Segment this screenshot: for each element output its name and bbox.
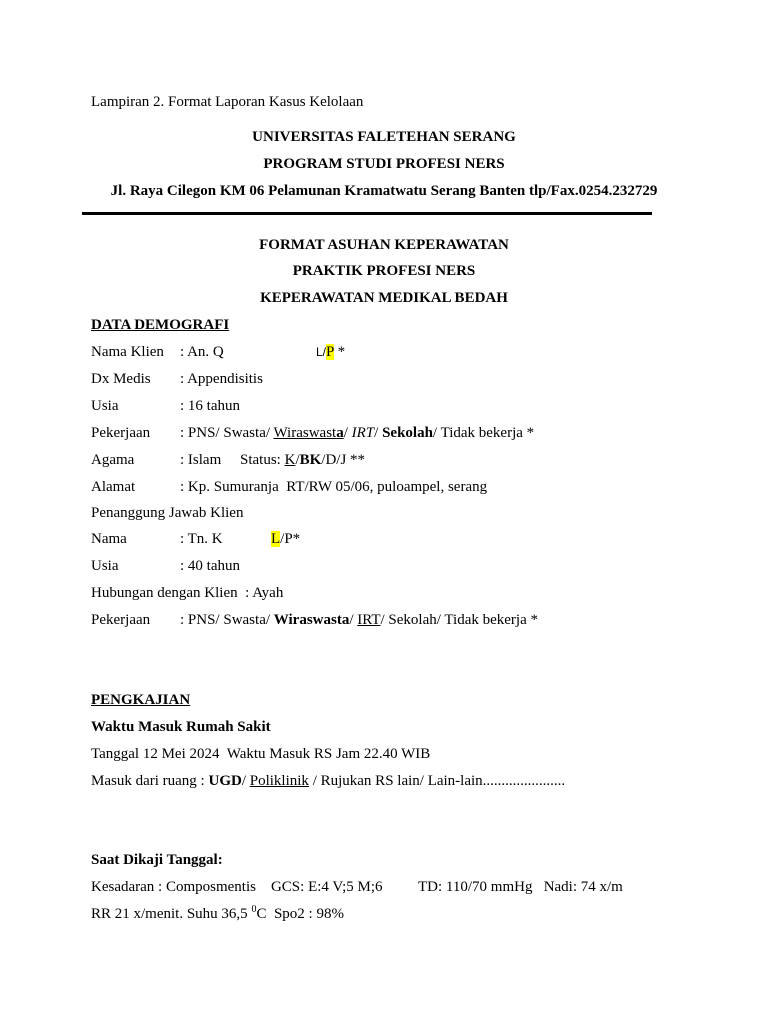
gender-selected-p: P [326,344,334,360]
value-pekerjaan-klien: : PNS/ Swasta/ Wiraswasta/ IRT/ Sekolah/ Tidak bekerja * [180,425,535,441]
row-usia-penanggung: Usia : 40 tahun [91,558,240,574]
gender-selected-l: L [271,531,281,547]
row-pekerjaan-penanggung: Pekerjaan : PNS/ Swasta/ Wiraswasta/ IRT/ Sekolah/ Tidak bekerja * [91,612,539,628]
row-pekerjaan-klien: Pekerjaan : PNS/ Swasta/ Wiraswasta/ IRT/ Sekolah/ Tidak bekerja * [91,425,535,441]
section-data-demografi: DATA DEMOGRAFI [91,317,230,333]
row-agama: Agama : Islam Status: K/BK/D/J ** [91,452,366,468]
tanggal-masuk: Tanggal 12 Mei 2024 Waktu Masuk RS Jam 22.40 WIB [91,746,431,762]
form-title-3: KEPERAWATAN MEDIKAL BEDAH [260,290,508,306]
row-hubungan: Hubungan dengan Klien : Ayah [91,585,284,601]
section-pengkajian: PENGKAJIAN [91,692,191,708]
masuk-dari-ruang: Masuk dari ruang : UGD/ Poliklinik / Rujukan RS lain/ Lain-lain...................... [91,773,566,789]
label-nama-klien: Nama Klien [91,344,164,360]
gender-penanggung: L/P* [271,531,301,547]
university-name: UNIVERSITAS FALETEHAN SERANG [252,129,516,145]
value-nama-klien: : An. Q [180,344,224,360]
row-alamat: Alamat : Kp. Sumuranja RT/RW 05/06, puloampel, serang [91,479,488,495]
form-title-1: FORMAT ASUHAN KEPERAWATAN [259,237,509,253]
section-penanggung-jawab: Penanggung Jawab Klien [91,505,244,521]
program-name: PROGRAM STUDI PROFESI NERS [263,156,505,172]
gender-klien: L/P * [316,344,346,360]
value-agama-status: : Islam Status: K/BK/D/J ** [180,452,366,468]
waktu-masuk-heading: Waktu Masuk Rumah Sakit [91,719,271,735]
row-kesadaran: Kesadaran : Composmentis GCS: E:4 V;5 M;6 TD: 110/70 mmHg Nadi: 74 x/m [91,879,623,895]
row-nama-penanggung: Nama : Tn. K L/P* [91,531,301,547]
row-dx-medis: Dx Medis : Appendisitis [91,371,263,387]
saat-dikaji-heading: Saat Dikaji Tanggal: [91,852,223,868]
row-nama-klien [0,342,768,362]
appendix-title: Lampiran 2. Format Laporan Kasus Kelolaan [91,94,364,110]
form-title-2: PRAKTIK PROFESI NERS [292,263,476,279]
row-usia-klien: Usia : 16 tahun [91,398,240,414]
row-rr-suhu: RR 21 x/menit. Suhu 36,5 $^0$C Spo2 : 98% [91,904,344,922]
header-divider [82,212,652,215]
institution-address: Jl. Raya Cilegon KM 06 Pelamunan Kramatwatu Serang Banten tlp/Fax.0254.232729 [110,183,658,199]
